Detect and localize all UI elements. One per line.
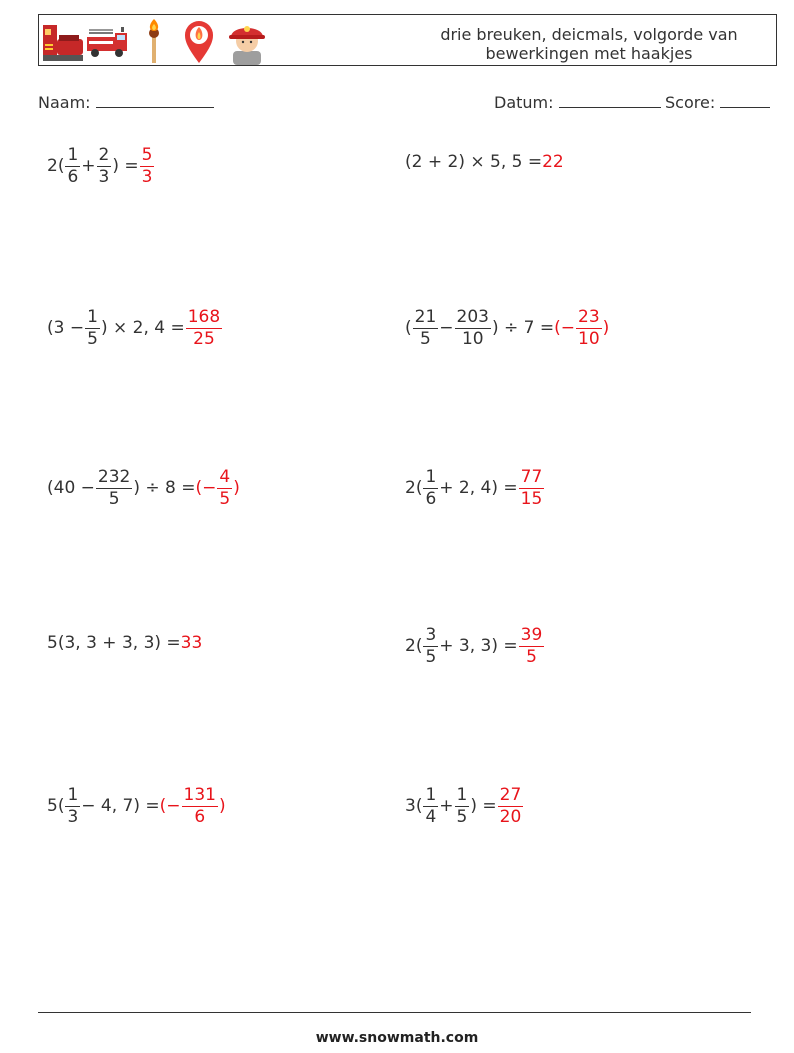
expr-text: 2( (405, 478, 423, 499)
footer-divider (38, 1012, 751, 1013)
answer-denominator: 20 (499, 806, 522, 827)
fraction (65, 786, 80, 826)
answer-suffix: ) (602, 318, 610, 339)
expr-text: (40 − (47, 478, 95, 499)
score-blank[interactable] (720, 92, 770, 108)
numerator: 1 (425, 467, 437, 487)
answer-denominator: 10 (578, 328, 600, 349)
fraction (455, 786, 470, 826)
denominator: 5 (420, 328, 431, 349)
expr-text: ) × 2, 4 = (100, 318, 185, 339)
numerator: 3 (425, 625, 437, 645)
match-icon (139, 17, 169, 65)
answer (196, 468, 240, 508)
numerator: 1 (425, 785, 437, 805)
expr-text: ) = (112, 156, 139, 177)
expr-text: 3( (405, 796, 423, 817)
problem-7 (47, 633, 202, 653)
expr-text: − (439, 318, 454, 339)
date-field (494, 92, 661, 112)
expr-text: ) ÷ 7 = (491, 318, 555, 339)
problem-1 (47, 146, 155, 186)
answer (139, 146, 156, 186)
answer-numerator: 39 (520, 625, 543, 645)
expr-text: ) ÷ 8 = (133, 478, 196, 499)
answer-numerator: 131 (183, 785, 216, 805)
answer (160, 786, 226, 826)
answer-denominator: 5 (219, 488, 231, 509)
fraction (423, 468, 438, 508)
denominator: 6 (67, 166, 79, 187)
problem-9 (47, 786, 226, 826)
fraction (455, 308, 491, 348)
expr-text: ) = (470, 796, 497, 817)
denominator: 4 (425, 806, 437, 827)
answer: 33 (180, 633, 203, 653)
title-line-1: drie breuken, deicmals, volgorde van (440, 25, 738, 44)
expr-text: 2( (47, 156, 65, 177)
problem-5 (47, 468, 240, 508)
denominator: 3 (67, 806, 79, 827)
denominator: 6 (425, 488, 437, 509)
fraction (96, 468, 132, 508)
answer-prefix: (− (195, 478, 217, 499)
problem-2 (405, 152, 564, 172)
expr-text: + 3, 3) = (439, 636, 518, 657)
answer (518, 468, 546, 508)
expr-text: 5( (47, 796, 65, 817)
denominator: 5 (456, 806, 468, 827)
numerator: 2 (98, 145, 110, 165)
answer-suffix: ) (233, 478, 240, 499)
name-label: Naam: (38, 93, 91, 112)
answer (185, 308, 223, 348)
numerator: 232 (97, 467, 131, 487)
answer-denominator: 15 (520, 488, 543, 509)
title-line-2: bewerkingen met haakjes (485, 44, 693, 63)
score-field (665, 92, 770, 112)
answer-numerator: 23 (578, 307, 600, 327)
date-blank[interactable] (559, 92, 661, 108)
name-field (38, 92, 214, 112)
expr-text: 5(3, 3 + 3, 3) = (47, 633, 181, 653)
problem-8 (405, 626, 545, 666)
answer (497, 786, 525, 826)
answer-prefix: (− (554, 318, 576, 339)
denominator: 5 (87, 328, 98, 349)
answer-denominator: 3 (141, 166, 153, 187)
denominator: 5 (108, 488, 120, 509)
denominator: 3 (98, 166, 110, 187)
train-icon (41, 17, 87, 65)
fraction (85, 308, 100, 348)
expr-text: (3 − (47, 318, 85, 339)
problem-3 (47, 308, 223, 348)
numerator: 203 (456, 307, 489, 327)
answer-suffix: ) (219, 796, 226, 817)
expr-text: ( (405, 318, 412, 339)
expr-text: + 2, 4) = (439, 478, 518, 499)
numerator: 1 (67, 145, 79, 165)
answer-numerator: 168 (187, 307, 221, 327)
fraction (413, 308, 439, 348)
fraction (97, 146, 112, 186)
problem-4 (405, 308, 609, 348)
answer (554, 308, 609, 348)
expr-text: + (81, 156, 96, 177)
expr-text: + (439, 796, 454, 817)
numerator: 21 (414, 307, 437, 327)
firefighter-icon (225, 17, 269, 65)
denominator: 10 (461, 328, 484, 349)
expr-text: 2( (405, 636, 423, 657)
answer-prefix: (− (159, 796, 181, 817)
answer (518, 626, 546, 666)
answer-denominator: 6 (194, 806, 206, 827)
numerator: 1 (67, 785, 79, 805)
worksheet-title (429, 25, 749, 63)
denominator: 5 (425, 646, 437, 667)
answer-numerator: 5 (141, 145, 153, 165)
answer-denominator: 5 (526, 646, 537, 667)
name-blank[interactable] (96, 92, 214, 108)
expr-text: − 4, 7) = (81, 796, 160, 817)
problem-6 (405, 468, 545, 508)
date-label: Datum: (494, 93, 554, 112)
answer-numerator: 27 (499, 785, 522, 805)
fraction (423, 626, 438, 666)
answer-numerator: 77 (520, 467, 543, 487)
location-fire-icon (181, 17, 217, 65)
numerator: 1 (456, 785, 468, 805)
footer-site[interactable]: www.snowmath.com (315, 1030, 479, 1046)
numerator: 1 (87, 307, 98, 327)
expr-text: (2 + 2) × 5, 5 = (405, 152, 543, 172)
answer: 22 (542, 152, 564, 172)
answer-denominator: 25 (193, 328, 215, 349)
worksheet-header (38, 14, 777, 66)
answer-numerator: 4 (219, 467, 231, 487)
fire-truck-icon (85, 17, 131, 65)
score-label: Score: (665, 93, 716, 112)
fraction (423, 786, 438, 826)
problem-10 (405, 786, 524, 826)
fraction (65, 146, 80, 186)
